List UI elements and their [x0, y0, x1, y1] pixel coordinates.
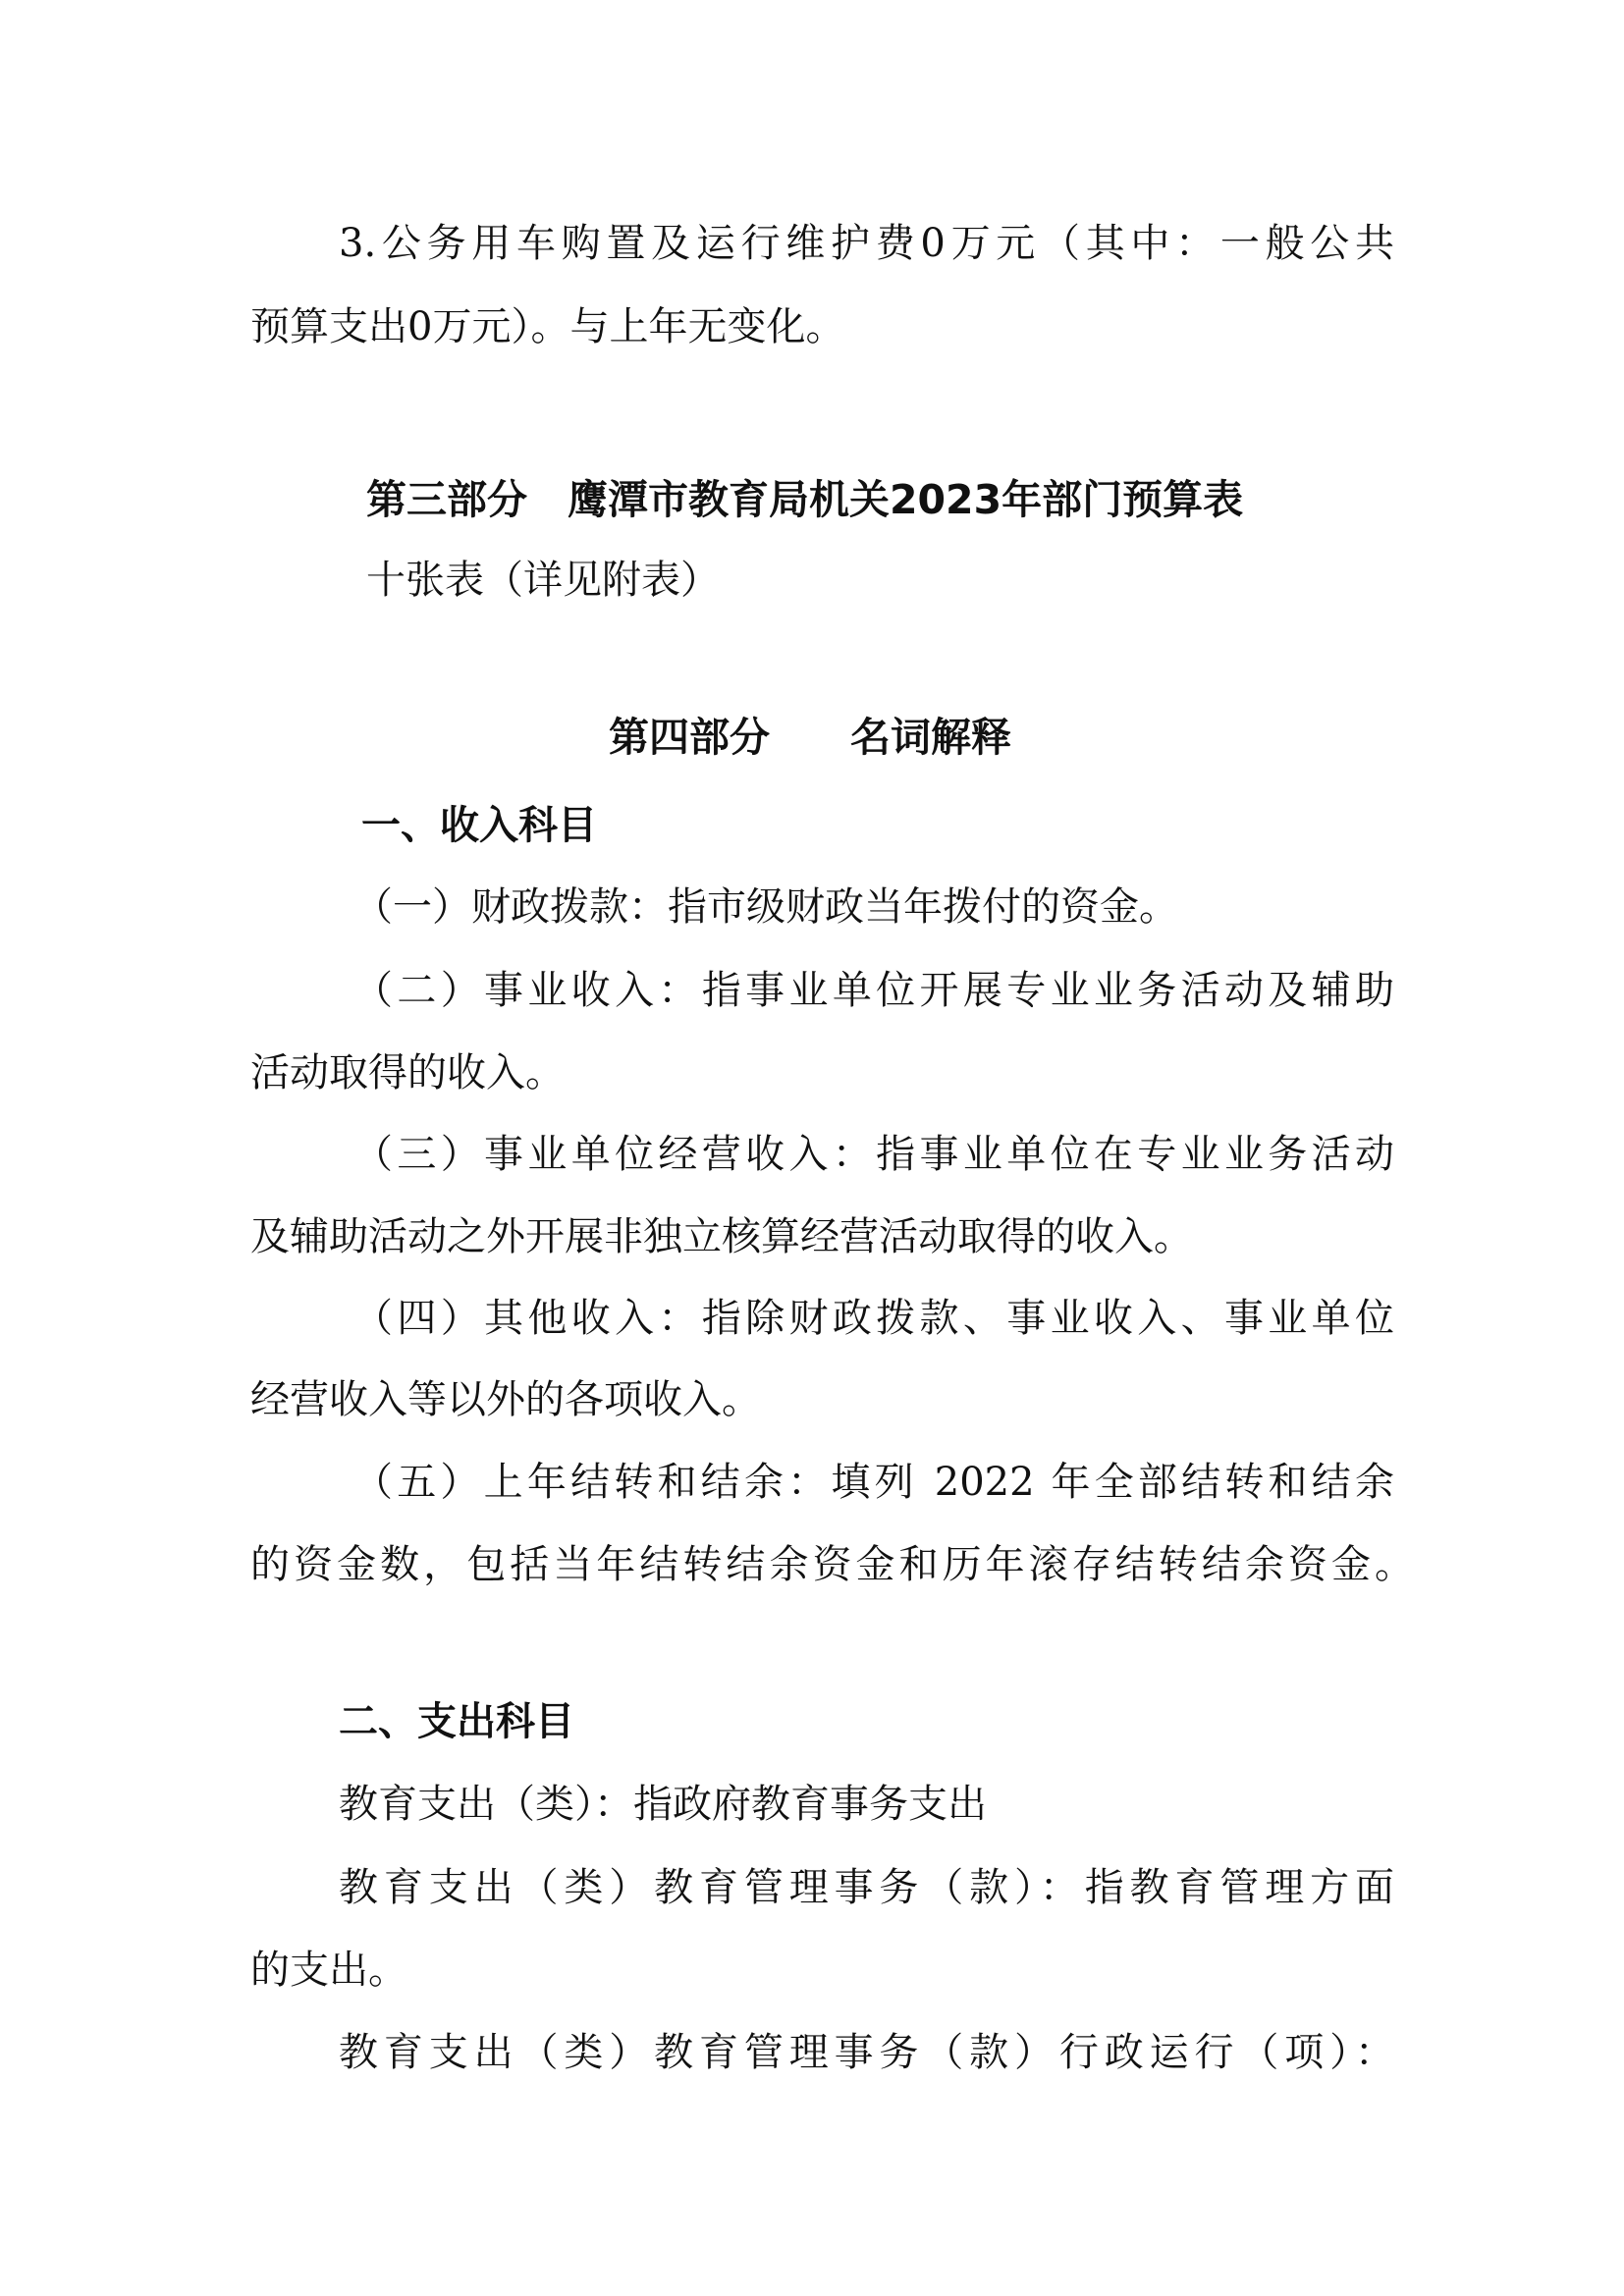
income-item-5: （五）上年结转和结余：填列 2022 年全部结转和结余 — [353, 1460, 1394, 1505]
section-title-part4: 第四部分 名词解释 — [609, 714, 1011, 761]
expense-item-2: 教育支出（类）教育管理事务（款）：指教育管理方面 — [339, 1865, 1394, 1910]
income-item-4: （四）其他收入：指除财政拨款、事业收入、事业单位 — [353, 1296, 1394, 1341]
income-item-1: （一）财政拨款：指市级财政当年拨付的资金。 — [353, 884, 1178, 930]
income-item-2-cont: 活动取得的收入。 — [250, 1050, 565, 1095]
paragraph-line: 3.公务用车购置及运行维护费0万元（其中：一般公共 — [339, 221, 1394, 266]
section-title-part3: 第三部分 鹰潭市教育局机关2023年部门预算表 — [366, 476, 1244, 523]
income-item-5-cont: 的资金数，包括当年结转结余资金和历年滚存结转结余资金。 — [250, 1542, 1414, 1587]
expense-item-3: 教育支出（类）教育管理事务（款）行政运行（项）： — [339, 2030, 1394, 2075]
section-subtitle: 十张表（详见附表） — [366, 558, 720, 603]
income-item-2: （二）事业收入：指事业单位开展专业业务活动及辅助 — [353, 968, 1394, 1013]
income-heading: 一、收入科目 — [361, 803, 597, 848]
income-item-3: （三）事业单位经营收入：指事业单位在专业业务活动 — [353, 1132, 1394, 1177]
expense-heading: 二、支出科目 — [339, 1699, 574, 1744]
paragraph-line: 预算支出0万元）。与上年无变化。 — [250, 304, 845, 349]
income-item-3-cont: 及辅助活动之外开展非独立核算经营活动取得的收入。 — [250, 1214, 1193, 1259]
income-item-4-cont: 经营收入等以外的各项收入。 — [250, 1377, 761, 1422]
expense-item-2-cont: 的支出。 — [250, 1948, 407, 1993]
expense-item-1: 教育支出（类）：指政府教育事务支出 — [339, 1782, 987, 1827]
